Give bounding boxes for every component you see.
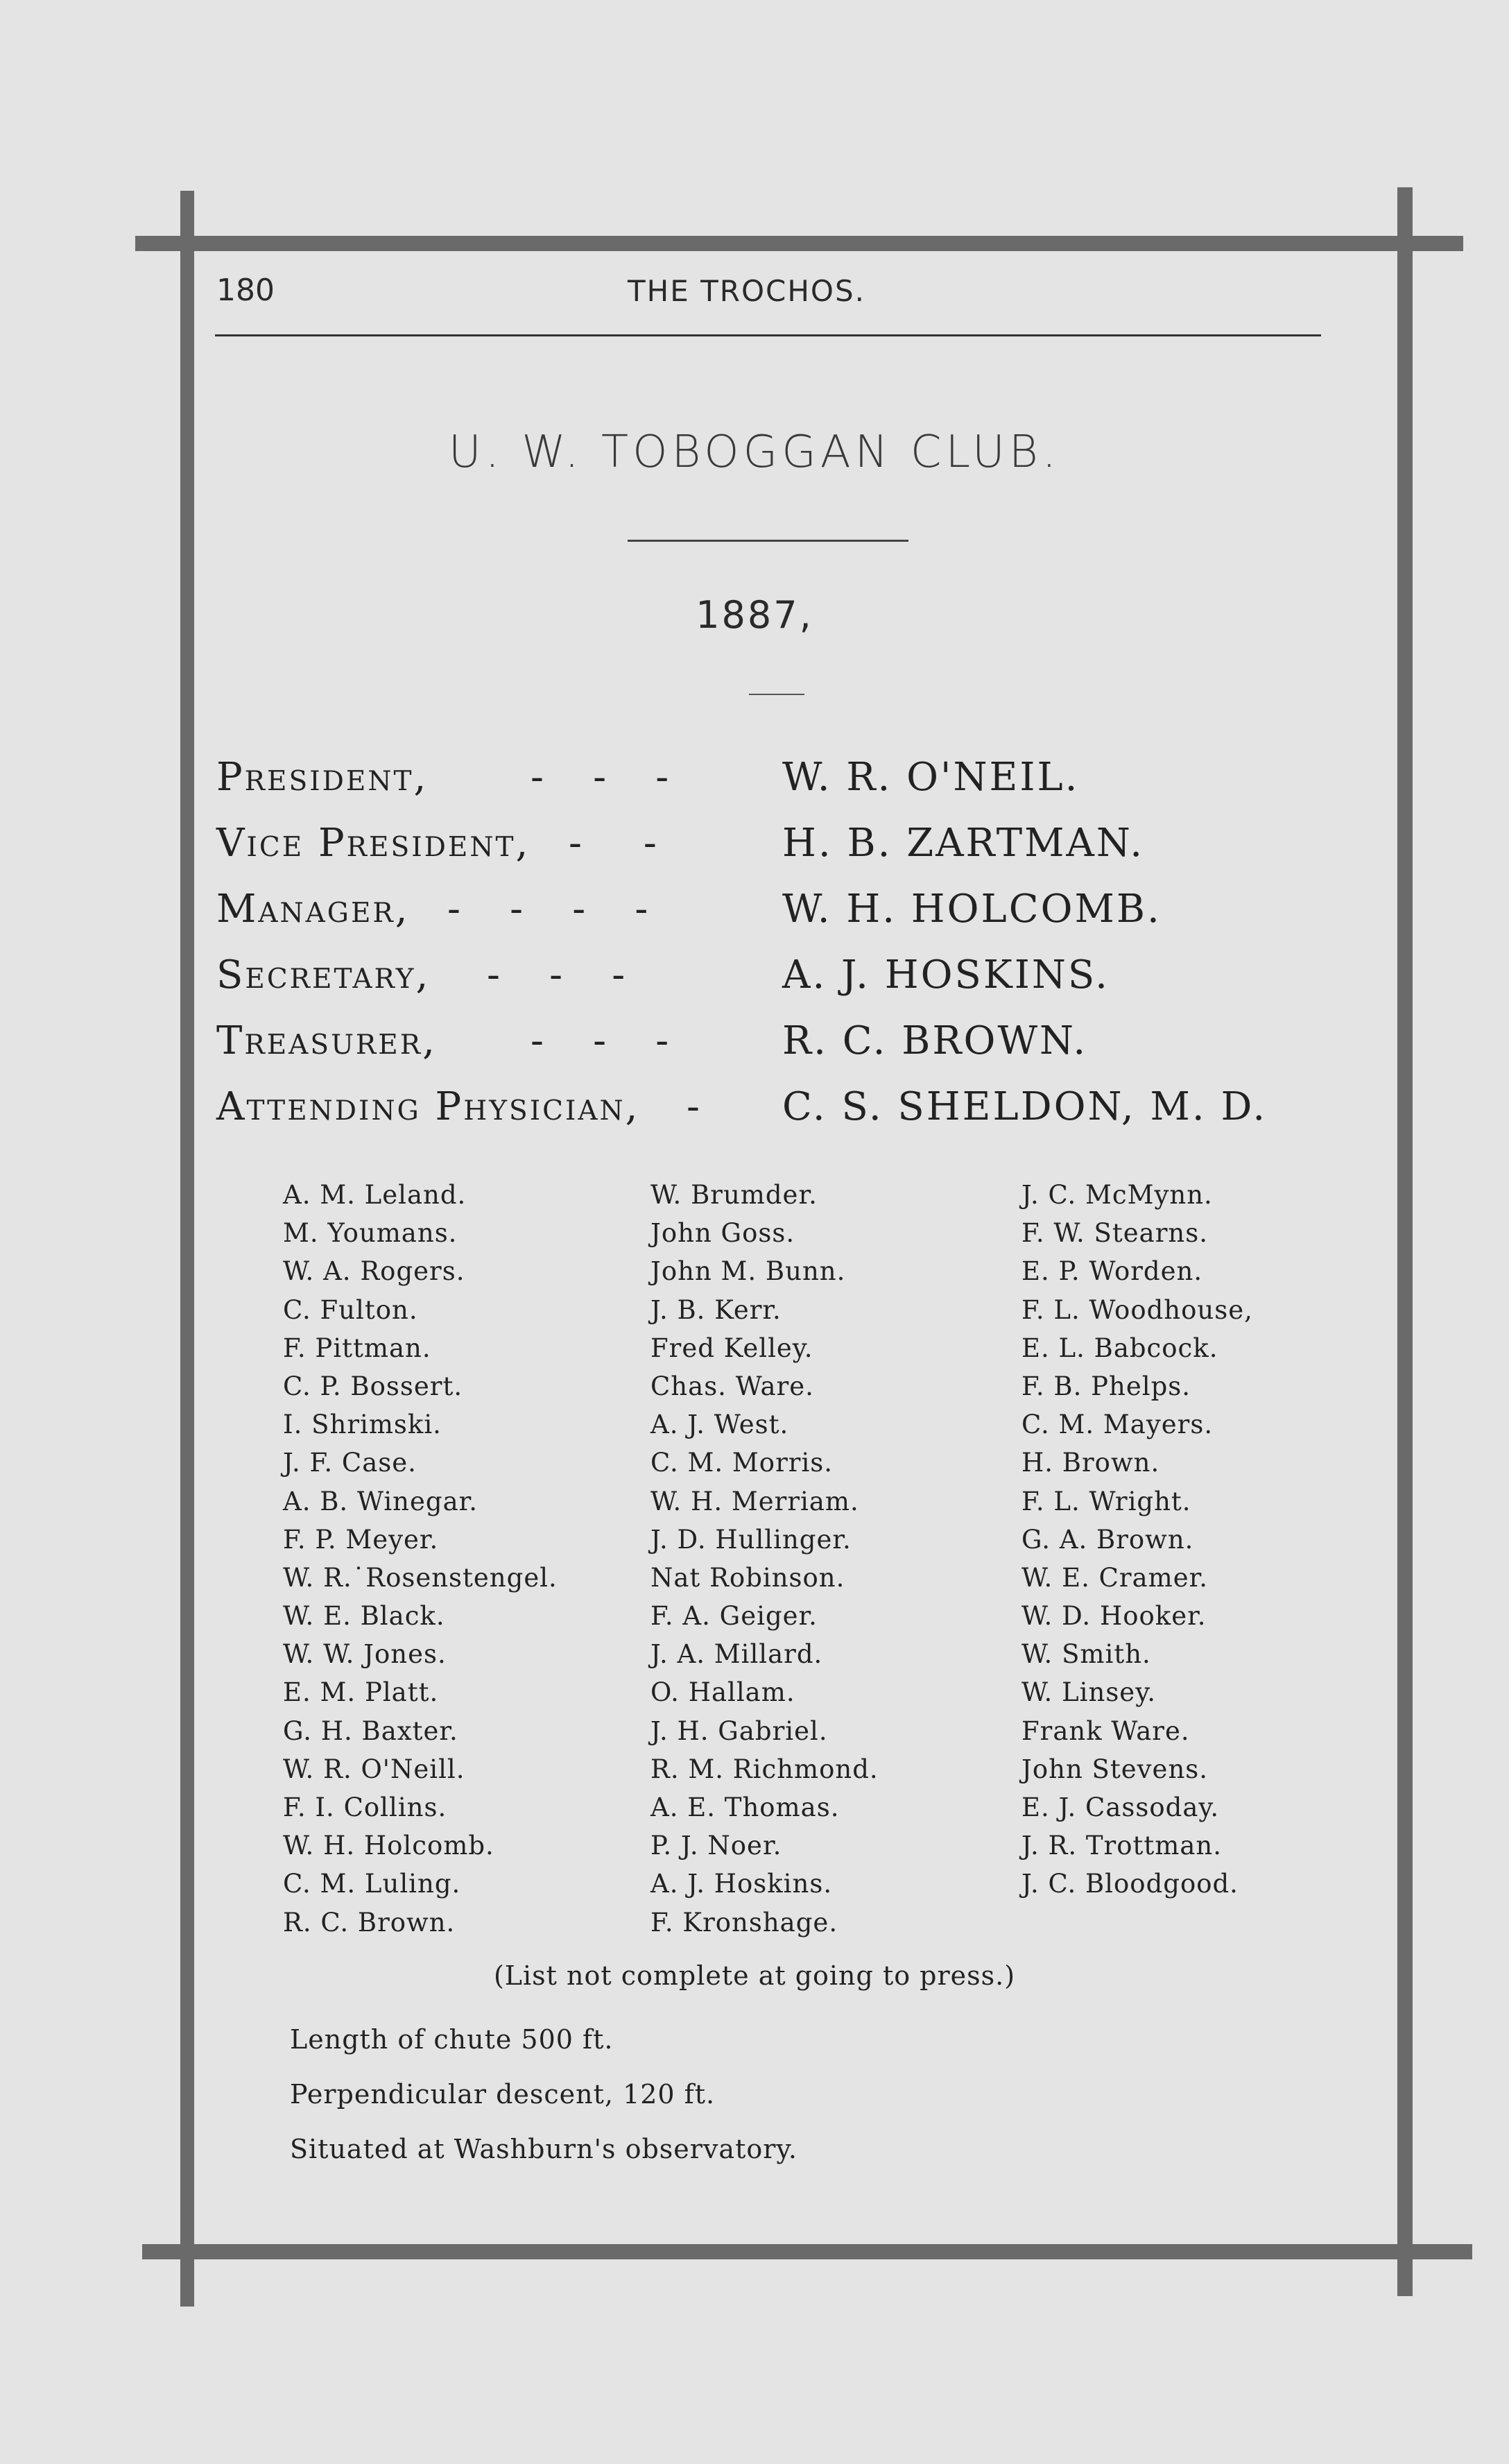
member-name: J. D. Hullinger. — [650, 1524, 852, 1555]
member-name: F. L. Woodhouse, — [1021, 1294, 1253, 1325]
officer-row — [0, 1018, 1509, 1081]
member-name: C. M. Mayers. — [1021, 1410, 1214, 1440]
member-name: W. R. O'Neill. — [283, 1754, 465, 1784]
officer-name: W. H. HOLCOMB. — [782, 887, 1162, 932]
member-name: J. C. Bloodgood. — [1021, 1869, 1239, 1899]
leader-dashes: - - — [569, 821, 657, 866]
frame-rule-bottom — [142, 2244, 1472, 2259]
page-number: 180 — [216, 273, 275, 308]
office-title: Vice President, — [216, 821, 531, 866]
club-title: U. W. TOBOGGAN CLUB. — [448, 427, 1061, 478]
officer-name: R. C. BROWN. — [782, 1018, 1088, 1063]
officer-name: A. J. HOSKINS. — [782, 952, 1110, 998]
member-name: E. J. Cassoday. — [1021, 1793, 1220, 1822]
year-divider — [749, 694, 804, 695]
member-name: A. M. Leland. — [283, 1180, 467, 1210]
member-name: F. P. Meyer. — [283, 1524, 439, 1555]
members-column-3 — [1021, 1176, 1438, 1903]
office-title: Secretary, — [216, 952, 431, 998]
member-name: F. I. Collins. — [283, 1793, 447, 1822]
member-name: Fred Kelley. — [650, 1333, 813, 1363]
member-name: W. H. Merriam. — [650, 1486, 859, 1516]
leader-dashes: - - - — [487, 952, 626, 998]
member-name: J. H. Gabriel. — [650, 1716, 828, 1746]
member-name: O. Hallam. — [650, 1677, 795, 1708]
members-column-2 — [650, 1176, 1067, 1942]
running-head: THE TROCHOS. — [628, 274, 865, 308]
fact-line: Length of chute 500 ft. — [290, 2024, 614, 2055]
member-name: F. A. Geiger. — [650, 1601, 818, 1632]
member-name: W. Smith. — [1021, 1639, 1151, 1670]
member-name: P. J. Noer. — [650, 1831, 782, 1861]
member-name: A. B. Winegar. — [283, 1486, 478, 1516]
list-note: (List not complete at going to press.) — [493, 1960, 1016, 1991]
member-name: J. R. Trottman. — [1021, 1831, 1222, 1861]
leader-dashes: - - - — [531, 1018, 669, 1063]
leader-dashes: - - - - — [447, 887, 648, 932]
member-name: W. D. Hooker. — [1021, 1601, 1207, 1632]
officer-row — [0, 952, 1509, 1015]
member-name: John Goss. — [650, 1218, 795, 1249]
officer-row — [0, 1084, 1509, 1147]
member-name: F. B. Phelps. — [1021, 1371, 1191, 1401]
member-name: E. P. Worden. — [1021, 1256, 1203, 1287]
office-title: Attending Physician, — [216, 1084, 640, 1129]
leader-dashes: - — [687, 1084, 700, 1129]
fact-line: Situated at Washburn's observatory. — [290, 2134, 797, 2164]
member-name: W. H. Holcomb. — [283, 1831, 494, 1861]
officer-name: C. S. SHELDON, M. D. — [782, 1084, 1268, 1129]
member-name: R. C. Brown. — [283, 1907, 456, 1937]
member-name: Nat Robinson. — [650, 1562, 845, 1593]
member-name: E. M. Platt. — [283, 1677, 439, 1708]
title-divider — [628, 540, 908, 542]
member-name: F. Kronshage. — [650, 1907, 838, 1937]
member-name: J. F. Case. — [283, 1448, 417, 1478]
office-title: Treasurer, — [216, 1018, 437, 1063]
member-name: A. E. Thomas. — [650, 1793, 840, 1822]
header-divider — [215, 334, 1321, 336]
member-name: A. J. Hoskins. — [650, 1869, 833, 1899]
member-name: Frank Ware. — [1021, 1716, 1190, 1746]
member-name: John Stevens. — [1021, 1754, 1209, 1784]
member-name: John M. Bunn. — [650, 1256, 846, 1287]
fact-line: Perpendicular descent, 120 ft. — [290, 2079, 716, 2110]
member-name: C. M. Luling. — [283, 1869, 461, 1899]
member-name: C. M. Morris. — [650, 1448, 834, 1478]
member-name: G. H. Baxter. — [283, 1716, 458, 1746]
officer-name: W. R. O'NEIL. — [782, 755, 1080, 800]
member-name: Chas. Ware. — [650, 1371, 814, 1401]
officer-row — [0, 887, 1509, 949]
leader-dashes: - - - — [531, 755, 669, 800]
members-column-1 — [283, 1176, 699, 1942]
frame-rule-top — [135, 236, 1463, 251]
member-name: G. A. Brown. — [1021, 1524, 1194, 1555]
member-name: W. A. Rogers. — [283, 1256, 465, 1287]
member-name: W. E. Black. — [283, 1601, 445, 1632]
member-name: H. Brown. — [1021, 1448, 1160, 1478]
club-year: 1887, — [696, 593, 813, 637]
member-name: F. Pittman. — [283, 1333, 431, 1363]
officer-row — [0, 821, 1509, 883]
member-name: R. M. Richmond. — [650, 1754, 879, 1784]
member-name: F. W. Stearns. — [1021, 1218, 1208, 1249]
officer-row — [0, 755, 1509, 817]
member-name: J. A. Millard. — [650, 1639, 823, 1670]
member-name: M. Youmans. — [283, 1218, 458, 1249]
member-name: F. L. Wright. — [1021, 1486, 1191, 1516]
officer-name: H. B. ZARTMAN. — [782, 821, 1145, 866]
office-title: Manager, — [216, 887, 410, 932]
member-name: C. P. Bossert. — [283, 1371, 463, 1401]
member-name: J. B. Kerr. — [650, 1294, 782, 1325]
member-name: C. Fulton. — [283, 1294, 418, 1325]
member-name: I. Shrimski. — [283, 1410, 442, 1440]
member-name: J. C. McMynn. — [1021, 1180, 1213, 1210]
member-name: A. J. West. — [650, 1410, 789, 1440]
member-name: E. L. Babcock. — [1021, 1333, 1218, 1363]
member-name: W. Brumder. — [650, 1180, 818, 1210]
office-title: President, — [216, 755, 429, 800]
member-name: W. W. Jones. — [283, 1639, 447, 1670]
member-name: W. E. Cramer. — [1021, 1562, 1209, 1593]
member-name: W. R.˙Rosenstengel. — [283, 1562, 558, 1593]
member-name: W. Linsey. — [1021, 1677, 1156, 1708]
